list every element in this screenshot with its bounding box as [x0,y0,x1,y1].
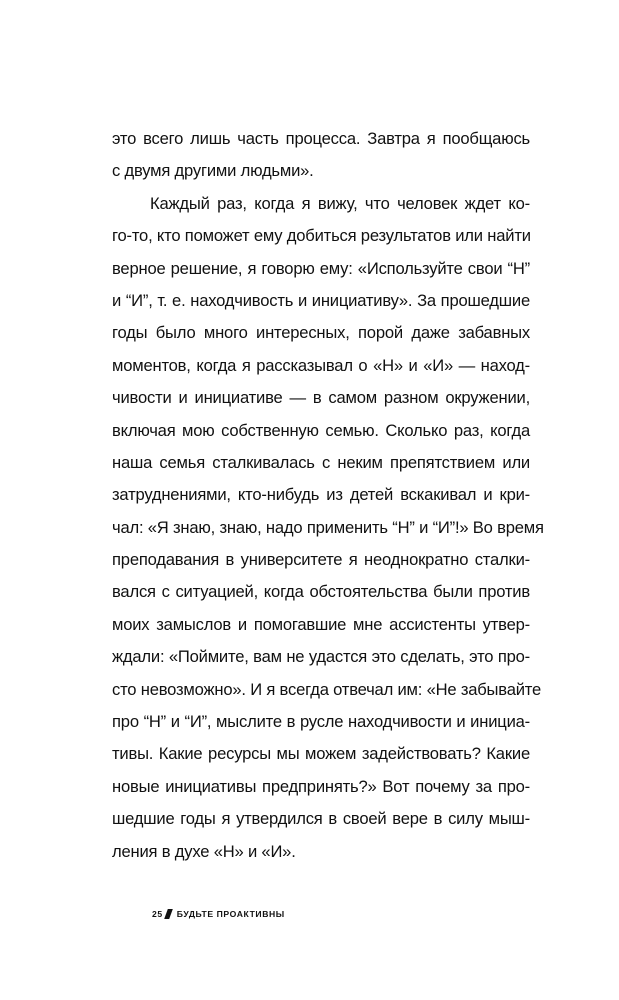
text-line: затруднениями, кто-нибудь из детей вскакивал и кри- [112,485,530,505]
text-line: преподавания в университете я неоднократно сталки- [112,550,530,570]
text-line: моих замыслов и помогавшие мне ассистенты утвер- [112,614,530,634]
text-line: включая мою собственную семью. Сколько раз, когда [112,420,530,440]
text-line: шедшие годы я утвердился в своей вере в силу мыш- [112,809,530,829]
text-line: новые инициативы предпринять?» Вот почему за про- [112,776,530,796]
text-line: чивости и инициативе — в самом разном окружении, [112,388,530,408]
page-number: 25 [152,909,163,919]
body-text [112,123,544,868]
text-line: верное решение, я говорю ему: «Используйте свои “Н” [112,258,530,278]
text-line: с двумя другими людьми». [112,161,314,181]
text-line: вался с ситуацией, когда обстоятельства были против [112,582,530,602]
running-title: БУДЬТЕ ПРОАКТИВНЫ [176,909,285,919]
text-line: и “И”, т. е. находчивость и инициативу». За прошедшие [112,290,530,310]
text-line: ления в духе «Н» и «И». [112,841,296,861]
text-line: ждали: «Поймите, вам не удастся это сделать, это про- [112,647,530,667]
text-line: это всего лишь часть процесса. Завтра я пообщаюсь [112,129,530,148]
text-line: годы было много интересных, порой даже забавных [112,323,530,343]
text-line: моментов, когда я рассказывал о «Н» и «И» — наход- [112,355,530,375]
page-footer [152,906,285,922]
text-line: чал: «Я знаю, знаю, надо применить “Н” и “И”!» Во время [112,517,544,537]
slash-divider-icon [164,909,173,919]
text-line: сто невозможно». И я всегда отвечал им: «Не забывайте [112,679,542,699]
text-line: го-то, кто поможет ему добиться результатов или найти [112,226,531,246]
paragraph-first-line: Каждый раз, когда я вижу, что человек ждет ко- [150,193,530,213]
text-line: про “Н” и “И”, мыслите в русле находчивости и инициа- [112,712,530,732]
text-line: наша семья сталкивалась с неким препятствием или [112,452,530,472]
text-line: тивы. Какие ресурсы мы можем задействовать? Какие [112,744,530,764]
